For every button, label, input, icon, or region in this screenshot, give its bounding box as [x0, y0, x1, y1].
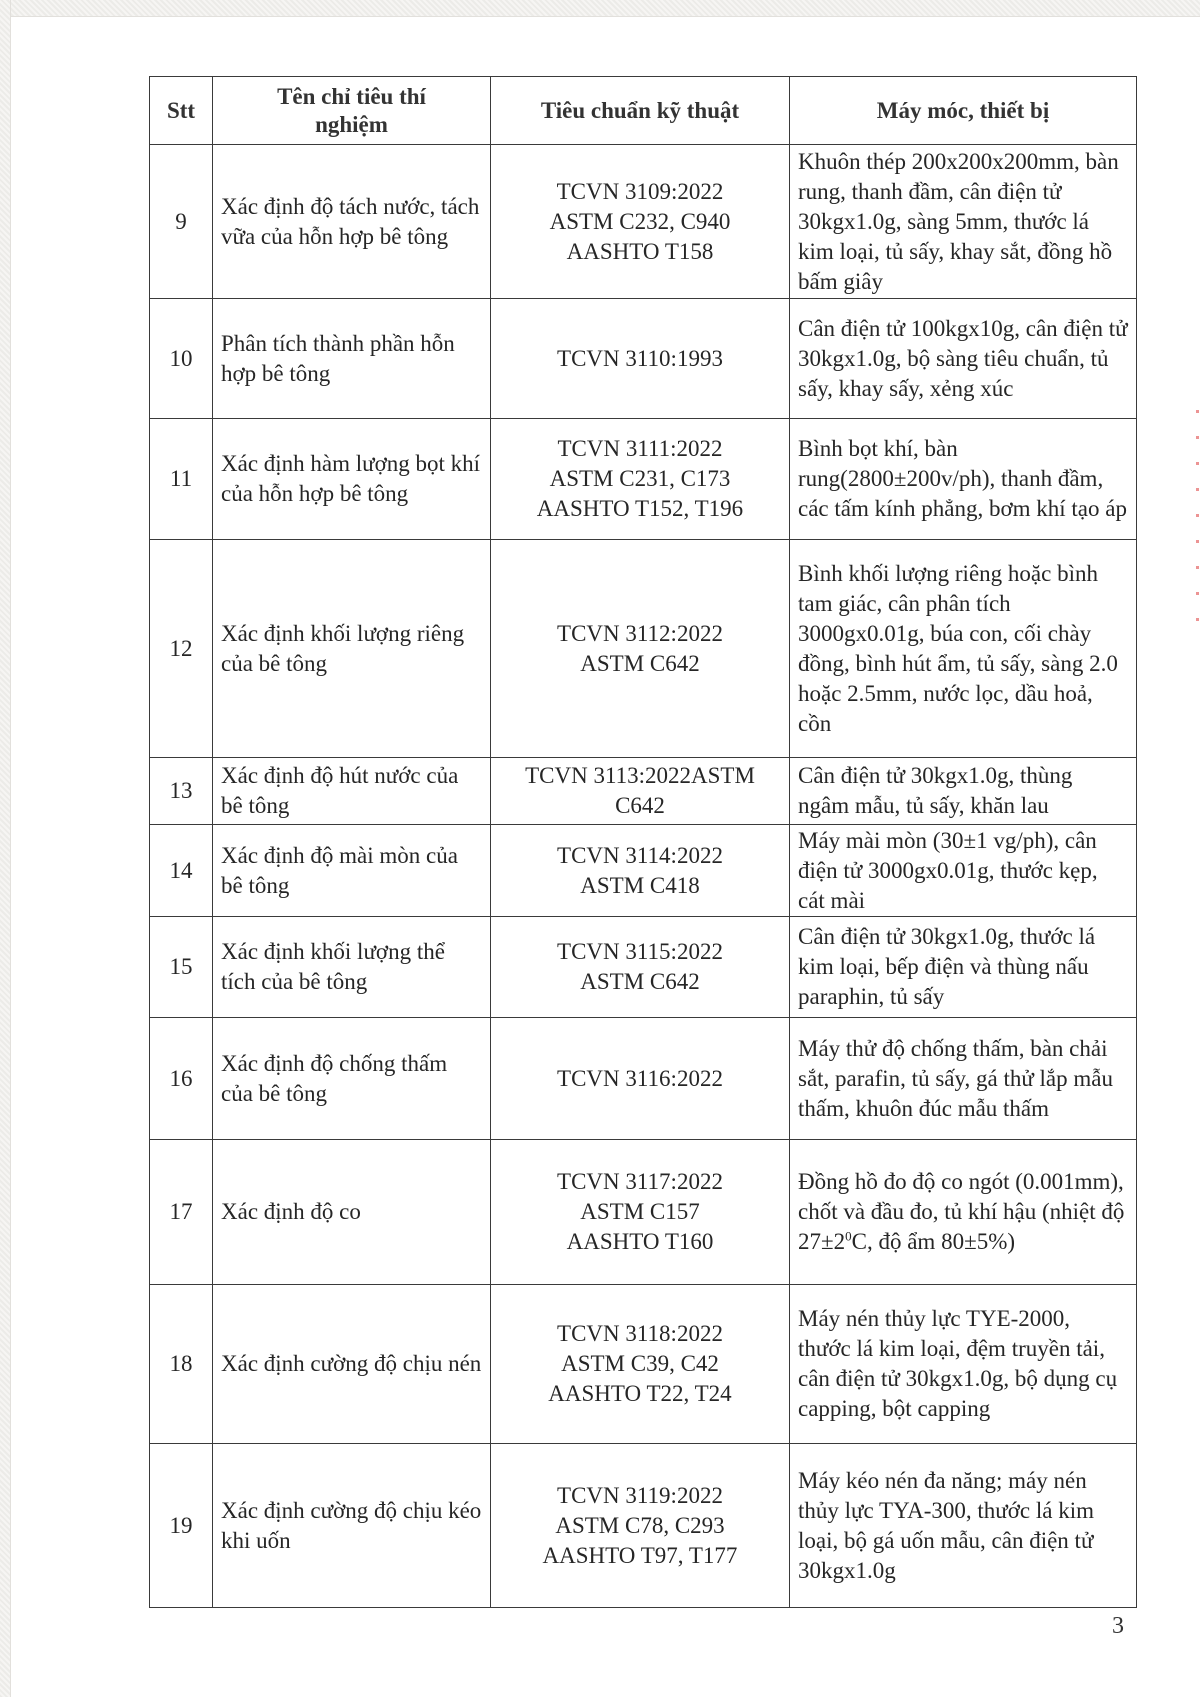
row-test-name: Xác định độ hút nước của bê tông — [213, 758, 491, 825]
table-row — [150, 299, 1137, 419]
standard-line: TCVN 3115:2022 — [557, 939, 723, 964]
row-stt: 14 — [150, 825, 213, 917]
header-test-name: Tên chỉ tiêu thí nghiệm — [213, 77, 491, 145]
standard-line: TCVN 3119:2022 — [557, 1482, 723, 1508]
row-standard — [491, 1018, 790, 1140]
row-equipment — [790, 1140, 1137, 1285]
page-number: 3 — [1112, 1613, 1124, 1639]
row-test-name: Xác định khối lượng thể tích của bê tông — [213, 917, 491, 1018]
row-test-name: Xác định hàm lượng bọt khí của hỗn hợp bê tông — [213, 419, 491, 540]
row-standard — [491, 825, 790, 917]
table-row — [150, 419, 1137, 540]
table-row — [150, 1285, 1137, 1444]
standard-line: AASHTO T160 — [566, 1229, 714, 1254]
header-standard: Tiêu chuẩn kỹ thuật — [491, 77, 790, 145]
table-row — [150, 1140, 1137, 1285]
standard-line: ASTM C157 — [580, 1199, 700, 1224]
row-test-name: Phân tích thành phần hỗn hợp bê tông — [213, 299, 491, 419]
table-row — [150, 758, 1137, 825]
row-stt: 10 — [150, 299, 213, 419]
row-equipment: Cân điện tử 30kgx1.0g, thước lá kim loại, bếp điện và thùng nấu paraphin, tủ sấy — [790, 917, 1137, 1018]
standard-line: TCVN 3117:2022 — [557, 1169, 723, 1194]
row-test-name: Xác định độ chống thấm của bê tông — [213, 1018, 491, 1140]
standard-line: ASTM C232, C940 — [549, 208, 731, 234]
equipment-text: Đồng hồ đo độ co ngót (0.001mm), chốt và đầu đo, tủ khí hậu (nhiệt độ 27±2 — [798, 1169, 1125, 1254]
table-row — [150, 1444, 1137, 1608]
standard-line: ASTM C642 — [580, 969, 700, 994]
row-test-name: Xác định cường độ chịu nén — [213, 1285, 491, 1444]
row-stt: 11 — [150, 419, 213, 540]
standard-line: C642 — [615, 793, 665, 818]
row-standard — [491, 540, 790, 758]
row-stt: 19 — [150, 1444, 213, 1608]
table-header-row — [150, 77, 1137, 145]
standard-line: ASTM C39, C42 — [561, 1351, 719, 1376]
row-equipment: Máy mài mòn (30±1 vg/ph), cân điện tử 3000gx0.01g, thước kẹp, cát mài — [790, 825, 1137, 917]
row-standard — [491, 1140, 790, 1285]
table-row — [150, 1018, 1137, 1140]
standard-line: AASHTO T152, T196 — [536, 496, 744, 521]
row-equipment: Cân điện tử 100kgx10g, cân điện tử 30kgx1.0g, bộ sàng tiêu chuẩn, tủ sấy, khay sấy, xẻng xúc — [790, 299, 1137, 419]
equipment-text: C, độ ẩm 80±5%) — [851, 1229, 1016, 1254]
row-equipment: Khuôn thép 200x200x200mm, bàn rung, thanh đầm, cân điện tử 30kgx1.0g, sàng 5mm, thước lá kim loại, tủ sấy, khay sắt, đồng hồ bấm giây — [790, 145, 1137, 299]
row-standard — [491, 758, 790, 825]
standard-line: TCVN 3109:2022 — [556, 178, 724, 204]
row-stt: 9 — [150, 145, 213, 299]
table-row — [150, 825, 1137, 917]
standard-line: ASTM C78, C293 — [555, 1512, 725, 1538]
row-equipment: Bình khối lượng riêng hoặc bình tam giác, cân phân tích 3000gx0.01g, búa con, cối chày đồng, bình hút ẩm, tủ sấy, sàng 2.0 hoặc 2.5mm, nước lọc, dầu hoả, cồn — [790, 540, 1137, 758]
row-test-name: Xác định độ co — [213, 1140, 491, 1285]
row-test-name: Xác định độ mài mòn của bê tông — [213, 825, 491, 917]
standard-line: TCVN 3112:2022 — [557, 620, 723, 646]
standard-line: AASHTO T22, T24 — [548, 1381, 732, 1406]
scan-border-top — [0, 0, 1200, 17]
standard-line: TCVN 3113:2022ASTM — [525, 763, 755, 788]
row-equipment: Cân điện tử 30kgx1.0g, thùng ngâm mẫu, tủ sấy, khăn lau — [790, 758, 1137, 825]
row-standard — [491, 1285, 790, 1444]
standard-line: TCVN 3114:2022 — [557, 842, 723, 868]
row-test-name: Xác định khối lượng riêng của bê tông — [213, 540, 491, 758]
table-row — [150, 540, 1137, 758]
row-stt: 12 — [150, 540, 213, 758]
row-test-name: Xác định độ tách nước, tách vữa của hỗn hợp bê tông — [213, 145, 491, 299]
standard-line: TCVN 3111:2022 — [557, 436, 723, 461]
standard-line: ASTM C642 — [580, 650, 700, 676]
standard-line: ASTM C418 — [580, 872, 700, 898]
scan-border-left — [0, 0, 11, 1697]
row-equipment: Máy kéo nén đa năng; máy nén thủy lực TYA-300, thước lá kim loại, bộ gá uốn mẫu, cân điện tử 30kgx1.0g — [790, 1444, 1137, 1608]
stamp-bleed-marks — [1196, 410, 1199, 630]
degree-superscript: 0 — [845, 1228, 852, 1244]
row-standard — [491, 299, 790, 419]
standard-line: AASHTO T97, T177 — [542, 1542, 738, 1568]
row-standard — [491, 145, 790, 299]
standard-line: ASTM C231, C173 — [549, 466, 731, 491]
standard-line: AASHTO T158 — [566, 238, 714, 264]
standard-line: TCVN 3110:1993 — [557, 345, 723, 371]
test-standards-table — [149, 76, 1137, 1608]
row-standard — [491, 917, 790, 1018]
row-equipment: Máy nén thủy lực TYE-2000, thước lá kim loại, đệm truyền tải, cân điện tử 30kgx1.0g, bộ dụng cụ capping, bột capping — [790, 1285, 1137, 1444]
table-row — [150, 917, 1137, 1018]
row-equipment: Máy thử độ chống thấm, bàn chải sắt, parafin, tủ sấy, gá thử lắp mẫu thấm, khuôn đúc mẫu thấm — [790, 1018, 1137, 1140]
row-equipment: Bình bọt khí, bàn rung(2800±200v/ph), thanh đầm, các tấm kính phẳng, bơm khí tạo áp — [790, 419, 1137, 540]
row-stt: 15 — [150, 917, 213, 1018]
row-stt: 16 — [150, 1018, 213, 1140]
row-stt: 18 — [150, 1285, 213, 1444]
row-stt: 13 — [150, 758, 213, 825]
row-standard — [491, 419, 790, 540]
row-stt: 17 — [150, 1140, 213, 1285]
standard-line: TCVN 3116:2022 — [557, 1065, 723, 1091]
standard-line: TCVN 3118:2022 — [557, 1321, 723, 1346]
row-standard — [491, 1444, 790, 1608]
header-stt: Stt — [150, 77, 213, 145]
table-row — [150, 145, 1137, 299]
header-equipment: Máy móc, thiết bị — [790, 77, 1137, 145]
row-test-name: Xác định cường độ chịu kéo khi uốn — [213, 1444, 491, 1608]
